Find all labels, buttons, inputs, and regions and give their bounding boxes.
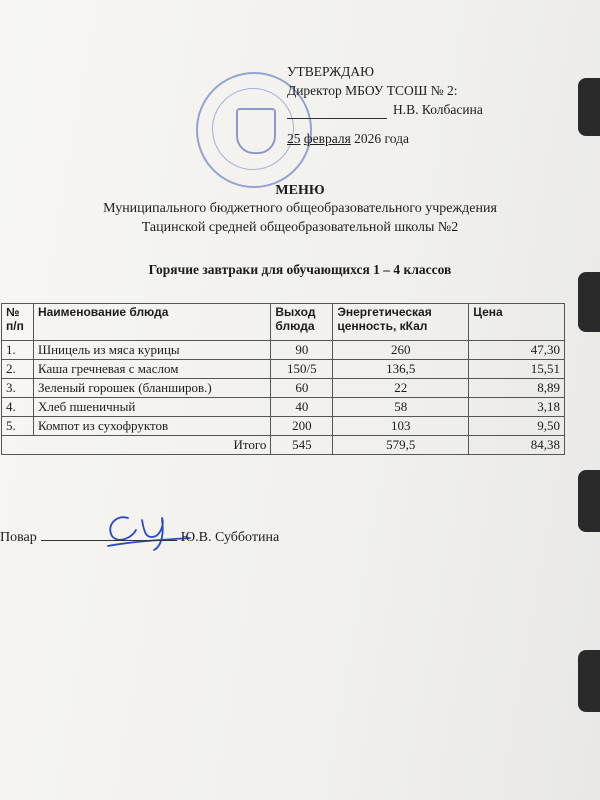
- cook-name: Ю.В. Субботина: [180, 530, 280, 545]
- total-row: [2, 436, 565, 455]
- signature-line: [287, 118, 387, 119]
- row-number: 4.: [2, 398, 34, 417]
- total-energy: 579,5: [333, 436, 469, 455]
- organization-line-2: Тацинской средней общеобразовательной школы №2: [141, 220, 459, 235]
- row-number: 3.: [2, 379, 34, 398]
- dish-name: Каша гречневая с маслом: [33, 360, 270, 379]
- table-row: [2, 398, 565, 417]
- row-number: 5.: [2, 417, 34, 436]
- dish-energy: 103: [333, 417, 469, 436]
- table-row: [2, 379, 565, 398]
- dish-price: 3,18: [469, 398, 565, 417]
- table-row: [2, 341, 565, 360]
- dish-name: Хлеб пшеничный: [33, 398, 270, 417]
- row-number: 2.: [2, 360, 34, 379]
- dish-yield: 200: [271, 417, 333, 436]
- dish-price: 15,51: [469, 360, 565, 379]
- dish-energy: 260: [333, 341, 469, 360]
- row-number: 1.: [2, 341, 34, 360]
- dish-energy: 22: [333, 379, 469, 398]
- cook-label: Повар: [0, 530, 37, 545]
- scanner-edge-mark: [578, 470, 600, 532]
- dish-energy: 136,5: [333, 360, 469, 379]
- table-row: [2, 417, 565, 436]
- scanner-edge-mark: [578, 78, 600, 136]
- column-header: Наименование блюда: [33, 304, 270, 341]
- dish-price: 8,89: [469, 379, 565, 398]
- column-header: Выход блюда: [271, 304, 333, 341]
- director-position: Директор МБОУ ТСОШ № 2:: [287, 83, 458, 98]
- dish-price: 47,30: [469, 341, 565, 360]
- scanner-edge-mark: [578, 272, 600, 332]
- menu-table: [1, 303, 565, 455]
- approval-block: [287, 62, 483, 148]
- page-title: МЕНЮ: [275, 183, 325, 198]
- dish-yield: 60: [271, 379, 333, 398]
- total-price: 84,38: [469, 436, 565, 455]
- total-label: Итого: [2, 436, 271, 455]
- dish-name: Шницель из мяса курицы: [33, 341, 270, 360]
- director-name: Н.В. Колбасина: [393, 102, 483, 117]
- total-yield: 545: [271, 436, 333, 455]
- column-header: Энергетическая ценность, кКал: [333, 304, 469, 341]
- dish-name: Зеленый горошек (бланширов.): [33, 379, 270, 398]
- cook-block: [0, 530, 279, 546]
- approval-date: [287, 129, 483, 148]
- menu-subtitle: Горячие завтраки для обучающихся 1 – 4 классов: [148, 262, 452, 277]
- dish-yield: 150/5: [271, 360, 333, 379]
- coat-of-arms-icon: [236, 108, 276, 154]
- scanner-edge-mark: [578, 650, 600, 712]
- signature-line: [41, 540, 177, 541]
- table-row: [2, 360, 565, 379]
- date-month: февраля: [303, 131, 351, 146]
- organization-line-1: Муниципального бюджетного общеобразовательного учреждения: [103, 201, 497, 216]
- approve-label: УТВЕРЖДАЮ: [287, 64, 375, 79]
- table-header-row: [2, 304, 565, 341]
- director-signature-line: [287, 100, 483, 119]
- dish-name: Компот из сухофруктов: [33, 417, 270, 436]
- dish-yield: 40: [271, 398, 333, 417]
- date-year: 2026 года: [354, 131, 409, 146]
- column-header: Цена: [469, 304, 565, 341]
- dish-energy: 58: [333, 398, 469, 417]
- column-header: № п/п: [2, 304, 34, 341]
- date-day: 25: [287, 131, 301, 146]
- dish-price: 9,50: [469, 417, 565, 436]
- dish-yield: 90: [271, 341, 333, 360]
